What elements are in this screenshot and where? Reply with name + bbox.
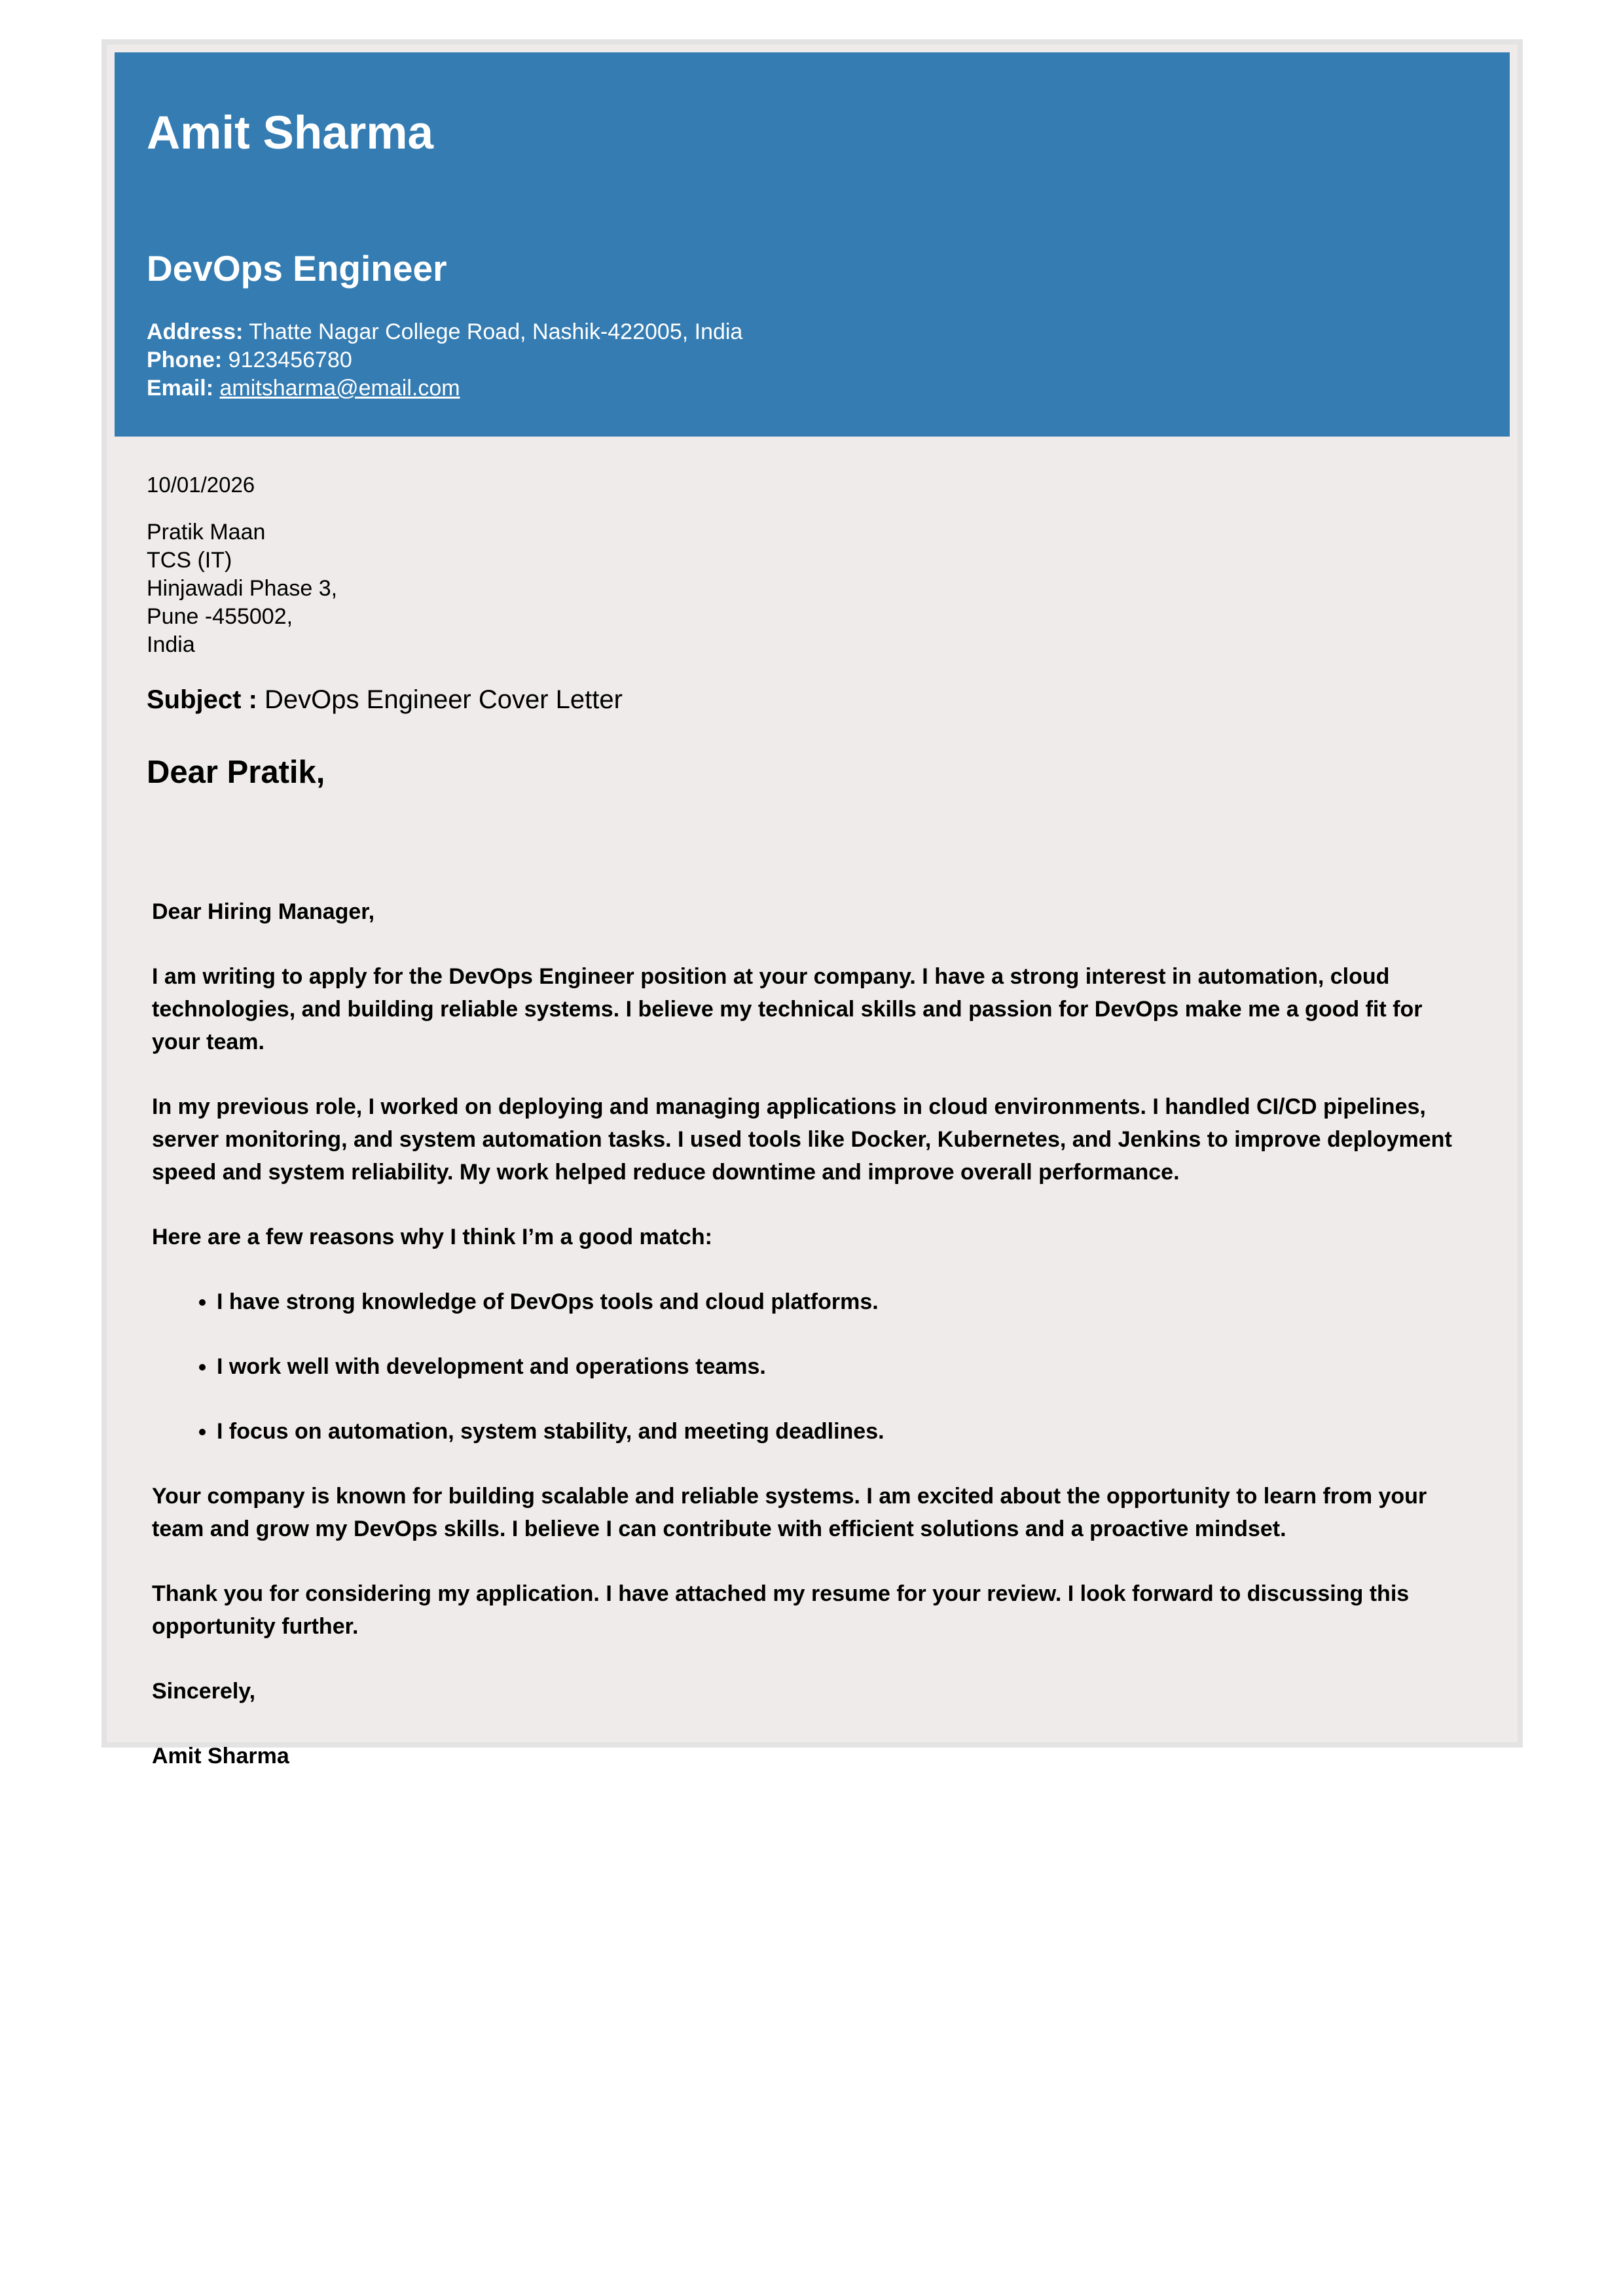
address-label: Address:	[147, 319, 244, 344]
letter-content	[152, 895, 1468, 1804]
letter-frame	[101, 39, 1523, 1768]
address-value: Thatte Nagar College Road, Nashik-422005, India	[249, 319, 743, 344]
paragraph-intro: I am writing to apply for the DevOps Engineer position at your company. I have a strong interest in automation, cloud technologies, and building reliable systems. I believe my technical skills and passion for DevOps make me a good fit for your team.	[152, 964, 1423, 1054]
letter-date: 10/01/2026	[147, 473, 255, 497]
recipient-line: Pratik Maan	[147, 520, 266, 545]
subject-line	[147, 687, 623, 713]
applicant-name: Amit Sharma	[147, 107, 433, 159]
recipient-line: TCS (IT)	[147, 548, 232, 573]
list-item: • I work well with development and operations teams.	[217, 1350, 1468, 1383]
recipient-line: India	[147, 632, 195, 657]
paragraph-thanks: Thank you for considering my application. I have attached my resume for your review. I look forward to discussing this opportunity further.	[152, 1581, 1410, 1639]
email-link[interactable]: amitsharma@email.com	[219, 376, 460, 401]
paragraph-company: Your company is known for building scalable and reliable systems. I am excited about the opportunity to learn from your team and grow my DevOps skills. I believe I can contribute with efficient solutions and a proactive mindset.	[152, 1484, 1427, 1541]
contact-info	[147, 318, 742, 403]
header-banner	[115, 52, 1510, 437]
reasons-intro: Here are a few reasons why I think I’m a good match:	[152, 1225, 712, 1249]
list-item: • I have strong knowledge of DevOps tools and cloud platforms.	[217, 1285, 1468, 1318]
recipient-line: Hinjawadi Phase 3,	[147, 576, 338, 601]
address-line	[147, 318, 742, 346]
subject-text: DevOps Engineer Cover Letter	[264, 685, 623, 714]
phone-label: Phone:	[147, 348, 223, 372]
recipient-address	[147, 518, 337, 659]
salutation: Dear Pratik,	[147, 755, 325, 790]
paragraph-experience: In my previous role, I worked on deploying and managing applications in cloud environments. I handled CI/CD pipelines, server monitoring, and system automation tasks. I used tools like Docker, Kubernetes, and Jenkins to improve deployment speed and system reliability. My work helped reduce downtime and improve overall performance.	[152, 1094, 1452, 1185]
greeting: Dear Hiring Manager,	[152, 899, 375, 924]
email-label: Email:	[147, 376, 214, 401]
recipient-line: Pune -455002,	[147, 604, 293, 629]
subject-label: Subject :	[147, 685, 257, 714]
job-title: DevOps Engineer	[147, 248, 447, 289]
closing: Sincerely,	[152, 1679, 256, 1704]
list-item: • I focus on automation, system stability, and meeting deadlines.	[217, 1415, 1468, 1448]
phone-line	[147, 346, 742, 374]
reasons-list	[152, 1285, 1468, 1448]
signature-name: Amit Sharma	[152, 1744, 289, 1768]
email-line	[147, 374, 742, 403]
phone-value: 9123456780	[228, 348, 352, 372]
